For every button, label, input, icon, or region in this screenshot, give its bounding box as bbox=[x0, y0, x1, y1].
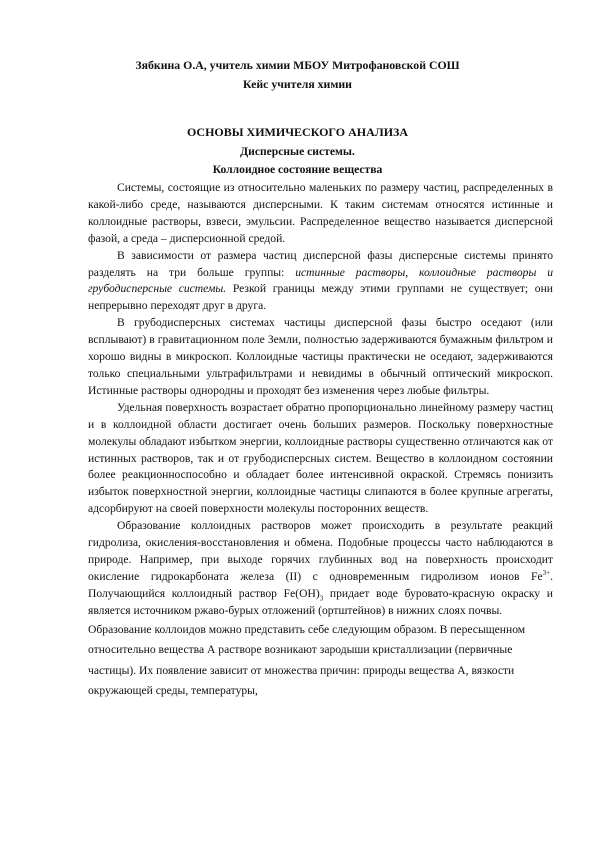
document-body bbox=[88, 180, 553, 702]
subtitle-dispersed-systems: Дисперсные системы. bbox=[240, 145, 355, 158]
paragraph-3: В грубодисперсных системах частицы дисперсной фазы быстро оседают (или всплывают) в гравитационном поле Земли, полностью задерживаются бумажным фильтром и хорошо видны в микроскоп. Коллоидные частицы практически не оседают, задерживаются только специальными ультрафильтрами и невидимы в обычный оптический микроскоп. Истинные растворы однородны и проходят без изменения через любые фильтры. bbox=[88, 316, 553, 397]
paragraph-4: Удельная поверхность возрастает обратно пропорционально линейному размеру частиц и в коллоидной области достигает очень больших размеров. Поскольку поверхностные молекулы обладают избытком энергии, коллоидные растворы существенно отличаются как от истинных растворов, так и от грубодисперсных систем. Вещество в коллоидном состоянии более реакционноспособно и обладает более интенсивной окраской. Стремясь понизить избыток поверхностной энергии, коллоидные частицы слипаются в более крупные агрегаты, адсорбируют на своей поверхности молекулы посторонних веществ. bbox=[88, 400, 553, 516]
paragraph-5 bbox=[88, 518, 553, 619]
author-line: Зябкина О.А, учитель химии МБОУ Митрофановской СОШ bbox=[135, 58, 460, 72]
document-title: ОСНОВЫ ХИМИЧЕСКОГО АНАЛИЗА bbox=[186, 125, 409, 139]
iron-charge: 3+ bbox=[542, 568, 551, 577]
paragraph-2-text-c: Резкой границы между этими группами не существует; они непрерывно переходят друг в друга. bbox=[88, 282, 554, 313]
paragraph-2-italic: истинные растворы, коллоидные растворы и грубодисперсные системы. bbox=[88, 265, 553, 296]
subtitle-colloidal-state: Коллоидное состояние вещества bbox=[212, 163, 383, 176]
hydroxide-index: 3 bbox=[319, 594, 324, 603]
paragraph-1: Системы, состоящие из относительно маленьких по размеру частиц, распределенных в какой-либо среде, называются дисперсными. К таким системам относятся истинные и коллоидные растворы, взвеси, эмульсии. Распределенное вещество называется дисперсной фазой, а среда – дисперсионной средой. bbox=[88, 181, 553, 245]
paragraph-2-text-a: В зависимости от размера частиц дисперсной фазы дисперсные системы принято разделять на три больше группы: bbox=[88, 248, 553, 279]
paragraph-2 bbox=[88, 248, 553, 316]
case-line: Кейс учителя химии bbox=[243, 77, 352, 91]
paragraph-6: Образование коллоидов можно представить себе следующим образом. В пересыщенном относительно вещества А растворе возникают зародыши кристаллизации (первичные частицы). Их появление зависит от множества причин: природы вещества А, вязкости окружающей среды, температуры, bbox=[88, 622, 526, 698]
paragraph-5-text-b: . Получающийся коллоидный раствор Fe(OH) bbox=[88, 569, 553, 600]
paragraph-5-text-a: Образование коллоидных растворов может происходить в результате реакций гидролиза, окисления-восстановления и обмена. Подобные процессы часто наблюдаются в природе. Например, при выходе горячих глубинных вод на поверхность происходит окисление гидрокарбоната железа (II) с одновременным гидролизом ионов Fe bbox=[88, 519, 553, 583]
paragraph-5-text-c: придает воде буровато-красную окраску и является источником ржаво-бурых отложений (ортштейнов) в нижних слоях почвы. bbox=[88, 586, 553, 617]
